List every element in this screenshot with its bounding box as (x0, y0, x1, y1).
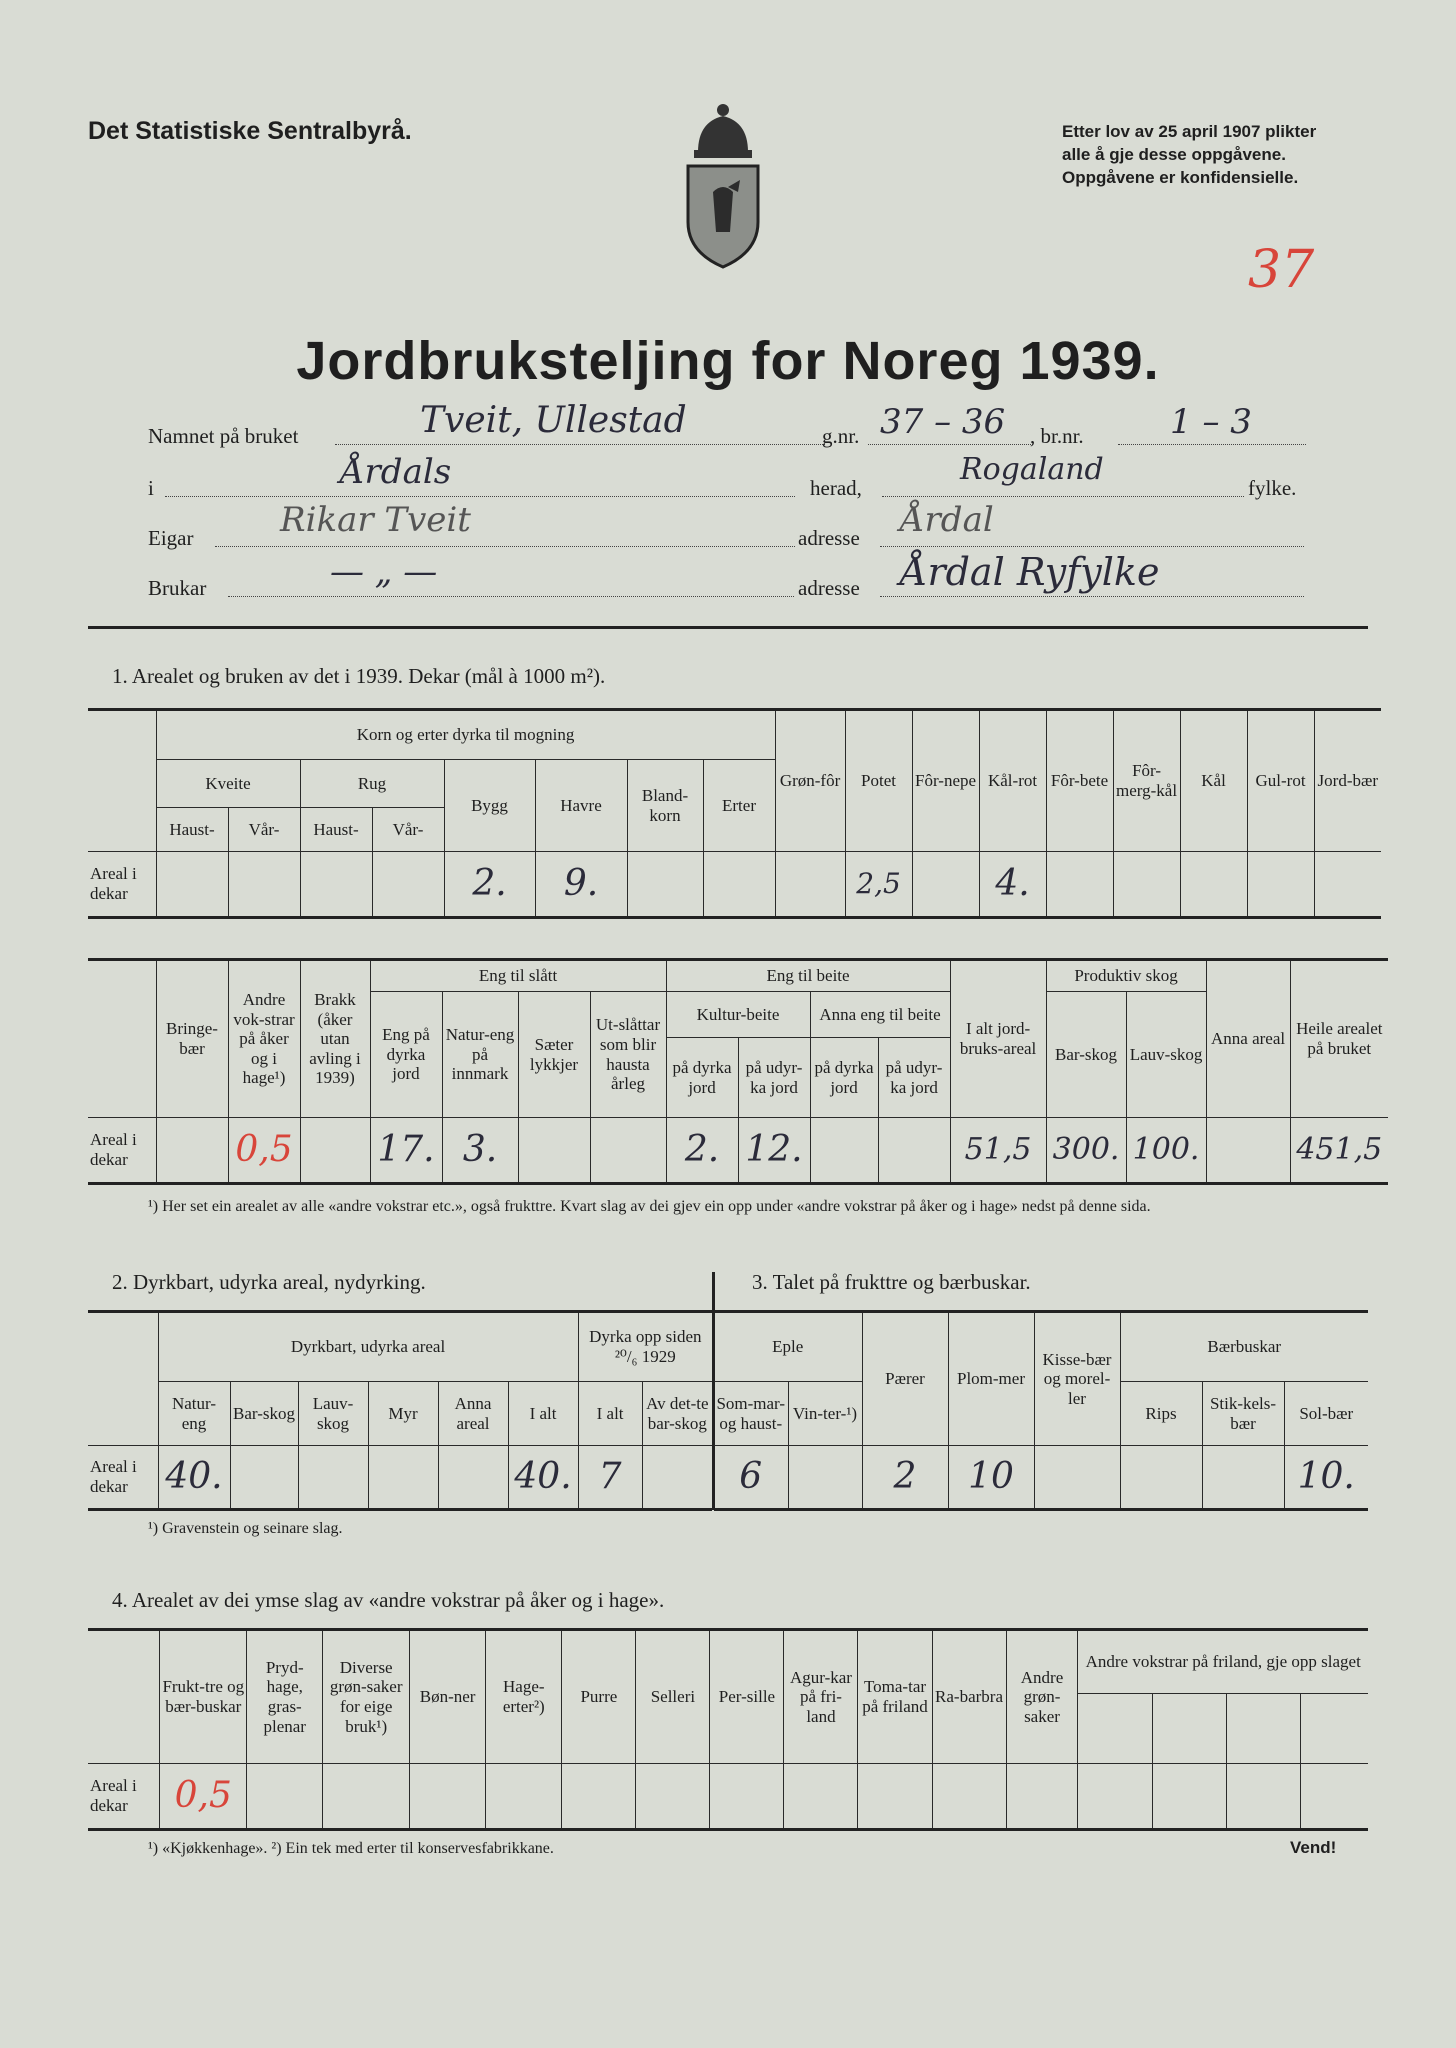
value-natureng: 40. (158, 1446, 230, 1510)
friland-group-header: Andre vokstrar på friland, gje opp slaget (1078, 1630, 1368, 1694)
col-header: Som-mar-og haust- (714, 1382, 788, 1446)
farm-value: Tveit, Ullestad (420, 400, 687, 441)
col-header: Heile arealet på bruket (1290, 960, 1388, 1118)
col-header: Sæter lykkjer (518, 992, 590, 1118)
section1-footnote: ¹) Her set ein arealet av alle «andre vokstrar etc.», også frukttre. Kvart slag av dei gjev ein opp under «andre vokstrar på åker og i hage» nedst på denne sida. (148, 1198, 1151, 1215)
value-lauvskog: 100. (1126, 1118, 1206, 1184)
col-header: Fôr-merg-kål (1113, 710, 1180, 852)
kveite-header: Kveite (156, 760, 300, 808)
value-potet: 2,5 (845, 852, 912, 918)
col-header: Andre vok-strar på åker og i hage¹) (228, 960, 300, 1118)
herad-value: Årdals (340, 452, 452, 492)
kulturbeite-header: Kultur-beite (666, 992, 810, 1038)
section2-footnote: ¹) Gravenstein og seinare slag. (148, 1520, 343, 1537)
col-header: Ut-slåttar som blir hausta årleg (590, 992, 666, 1118)
baerbuskar-header: Bærbuskar (1120, 1312, 1368, 1382)
value-kultur-dyrka: 2. (666, 1118, 738, 1184)
col-header: Anna areal (438, 1382, 508, 1446)
rug-header: Rug (300, 760, 444, 808)
col-header: Bringe-bær (156, 960, 228, 1118)
value-heile: 451,5 (1290, 1118, 1388, 1184)
value-natureng: 3. (442, 1118, 518, 1184)
col-header: Lauv-skog (1126, 992, 1206, 1118)
col-header: Havre (535, 760, 627, 852)
value-solbaer: 10. (1284, 1446, 1368, 1510)
row-label: Areal i dekar (88, 1118, 156, 1184)
var-header: Vår- (372, 808, 444, 852)
section3-table (714, 1310, 1368, 1511)
col-header: Natur-eng på innmark (442, 992, 518, 1118)
owner-label: Eigar (148, 526, 194, 550)
col-header: Jord-bær (1314, 710, 1381, 852)
owner-address-label: adresse (798, 526, 860, 550)
section1-table-crops (88, 708, 1381, 919)
user-address-label: adresse (798, 576, 860, 600)
col-header: Bygg (444, 760, 535, 852)
section2-heading: 2. Dyrkbart, udyrka areal, nydyrking. (112, 1270, 426, 1294)
law-line: Oppgåvene er konfidensielle. (1062, 168, 1299, 187)
col-header: Potet (845, 710, 912, 852)
brnr-label: , br.nr. (1030, 424, 1084, 448)
user-label: Brukar (148, 576, 207, 600)
col-header: Purre (562, 1630, 636, 1764)
gnr-label: g.nr. (822, 424, 860, 448)
row-label: Areal i dekar (88, 1764, 160, 1830)
law-notice (1062, 120, 1316, 189)
anna-eng-header: Anna eng til beite (810, 992, 950, 1038)
page-title: Jordbruksteljing for Noreg 1939. (296, 331, 1160, 391)
col-header: Pryd-hage, gras-plenar (247, 1630, 323, 1764)
haust-header: Haust- (300, 808, 372, 852)
col-header: Erter (703, 760, 775, 852)
col-header: Kisse-bær og morel-ler (1034, 1312, 1120, 1446)
value-barskog: 300. (1046, 1118, 1126, 1184)
col-header: Frukt-tre og bær-buskar (160, 1630, 247, 1764)
eple-header: Eple (714, 1312, 862, 1382)
col-header: Vin-ter-¹) (788, 1382, 862, 1446)
law-line: Etter lov av 25 april 1907 plikter (1062, 122, 1317, 141)
fylke-label: fylke. (1248, 476, 1297, 500)
value-frukttre: 0,5 (160, 1764, 247, 1830)
section3-heading: 3. Talet på frukttre og bærbuskar. (752, 1270, 1031, 1294)
col-header: på udyr-ka jord (878, 1038, 950, 1118)
col-header: Diverse grøn-saker for eige bruk¹) (323, 1630, 410, 1764)
col-header: I alt (508, 1382, 578, 1446)
value-plommer: 10 (948, 1446, 1034, 1510)
col-header: Plom-mer (948, 1312, 1034, 1446)
owner-address-value: Årdal (900, 500, 994, 540)
value-kultur-udyrka: 12. (738, 1118, 810, 1184)
value-kalrot: 4. (979, 852, 1046, 918)
col-header: Myr (368, 1382, 438, 1446)
col-header: Anna areal (1206, 960, 1290, 1118)
col-header: Bland-korn (627, 760, 703, 852)
korn-group-header: Korn og erter dyrka til mogning (156, 710, 775, 760)
col-header: på dyrka jord (810, 1038, 878, 1118)
section4-table (88, 1628, 1368, 1831)
col-header: I alt jord-bruks-areal (950, 960, 1046, 1118)
user-address-value: Årdal Ryfylke (900, 550, 1160, 594)
vend-note: Vend! (1290, 1838, 1337, 1857)
value-paerer: 2 (862, 1446, 948, 1510)
row-label: Areal i dekar (88, 1446, 158, 1510)
farm-label: Namnet på bruket (148, 424, 299, 448)
gnr-value: 37 – 36 (880, 402, 1006, 442)
user-value: — „ — (330, 552, 438, 592)
value-sommar: 6 (714, 1446, 788, 1510)
col-header: Sol-bær (1284, 1382, 1368, 1446)
owner-value: Rikar Tveit (280, 500, 471, 540)
col-header: Stik-kels-bær (1202, 1382, 1284, 1446)
col-header: Kål-rot (979, 710, 1046, 852)
value-i-alt: 40. (508, 1446, 578, 1510)
col-header: Selleri (636, 1630, 710, 1764)
page-number: 37 (1248, 240, 1315, 300)
dyrka-opp-header: Dyrka opp siden ²⁰/₆ 1929 (578, 1312, 712, 1382)
value-eng-dyrka: 17. (370, 1118, 442, 1184)
var-header: Vår- (228, 808, 300, 852)
col-header: Bar-skog (1046, 992, 1126, 1118)
divider (88, 626, 1368, 629)
col-header: Lauv-skog (298, 1382, 368, 1446)
col-header: Av det-te bar-skog (642, 1382, 712, 1446)
eng-slatt-header: Eng til slått (370, 960, 666, 992)
col-header: Bøn-ner (410, 1630, 486, 1764)
eng-beite-header: Eng til beite (666, 960, 950, 992)
col-header: på dyrka jord (666, 1038, 738, 1118)
dyrkbart-group-header: Dyrkbart, udyrka areal (158, 1312, 578, 1382)
section1-table-land (88, 958, 1388, 1185)
i-label: i (148, 476, 154, 500)
value-havre: 9. (535, 852, 627, 918)
agency-name: Det Statistiske Sentralbyrå. (88, 117, 412, 145)
col-header: Gul-rot (1247, 710, 1314, 852)
coat-of-arms-icon (668, 92, 778, 272)
col-header: Pærer (862, 1312, 948, 1446)
col-header: Andre grøn-saker (1006, 1630, 1078, 1764)
col-header: på udyr-ka jord (738, 1038, 810, 1118)
value-bygg: 2. (444, 852, 535, 918)
section4-heading: 4. Arealet av dei ymse slag av «andre vokstrar på åker og i hage». (112, 1588, 665, 1612)
value-dyrka: 7 (578, 1446, 642, 1510)
col-header: Kål (1180, 710, 1247, 852)
col-header: Agur-kar på fri-land (784, 1630, 858, 1764)
col-header: Bar-skog (230, 1382, 298, 1446)
haust-header: Haust- (156, 808, 228, 852)
herad-label: herad, (810, 476, 862, 500)
fylke-value: Rogaland (960, 452, 1104, 487)
value-i-alt: 51,5 (950, 1118, 1046, 1184)
col-header: Fôr-bete (1046, 710, 1113, 852)
col-header: Fôr-nepe (912, 710, 979, 852)
col-header: Rips (1120, 1382, 1202, 1446)
col-header: Eng på dyrka jord (370, 992, 442, 1118)
col-header: Natur-eng (158, 1382, 230, 1446)
section4-footnote: ¹) «Kjøkkenhage». ²) Ein tek med erter til konservesfabrikkane. (148, 1840, 554, 1857)
col-header: Toma-tar på friland (858, 1630, 932, 1764)
law-line: alle å gje desse oppgåvene. (1062, 145, 1286, 164)
col-header: Hage-erter²) (486, 1630, 562, 1764)
col-header: Brakk (åker utan avling i 1939) (300, 960, 370, 1118)
prod-skog-header: Produktiv skog (1046, 960, 1206, 992)
col-header: Per-sille (710, 1630, 784, 1764)
row-label: Areal i dekar (88, 852, 156, 918)
value-andre: 0,5 (228, 1118, 300, 1184)
section2-table (88, 1310, 712, 1511)
col-header: I alt (578, 1382, 642, 1446)
brnr-value: 1 – 3 (1170, 402, 1252, 442)
col-header: Grøn-fôr (775, 710, 845, 852)
col-header: Ra-barbra (932, 1630, 1006, 1764)
section1-heading: 1. Arealet og bruken av det i 1939. Dekar (mål à 1000 m²). (112, 664, 606, 688)
